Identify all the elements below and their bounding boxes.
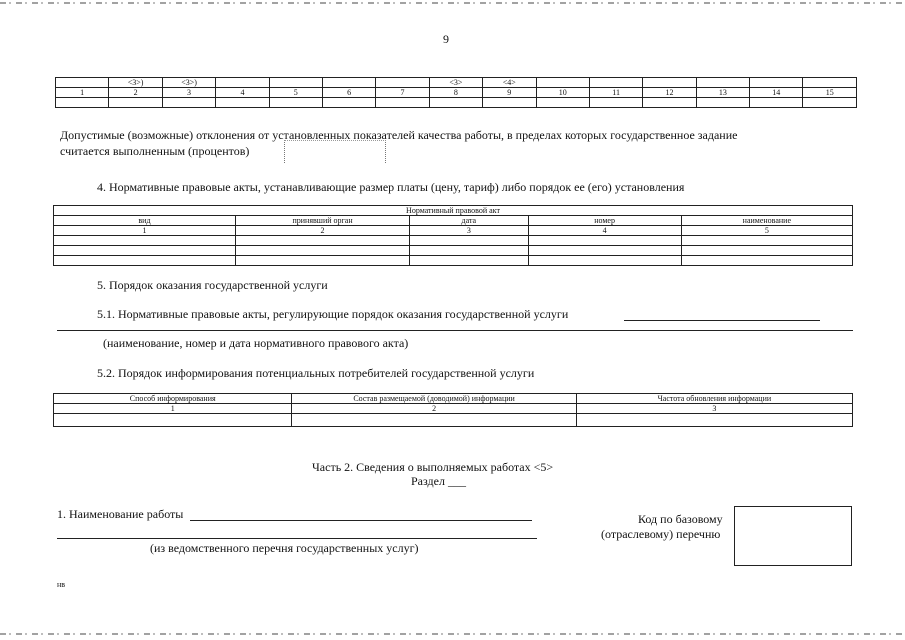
column-header: Состав размещаемой (доводимой) информации: [292, 394, 576, 404]
table-cell: 9: [483, 88, 536, 98]
table-cell: [589, 78, 642, 88]
table-cell: [322, 78, 375, 88]
deviation-text-line1: Допустимые (возможные) отклонения от установленных показателей качества работы, в пределах которых государственное задание: [60, 128, 738, 142]
table-cell: [376, 78, 429, 88]
table-cell: 10: [536, 88, 589, 98]
table-row: [56, 98, 857, 108]
table-cell: [56, 78, 109, 88]
table-cell: 4: [216, 88, 269, 98]
section4-heading: 4. Нормативные правовые акты, устанавливающие размер платы (цену, тариф) либо порядок ее (его) установления: [97, 180, 685, 194]
work-name-label: 1. Наименование работы: [57, 507, 184, 521]
table-cell: 3: [410, 226, 528, 236]
table-cell: 1: [54, 226, 236, 236]
table-cell: [536, 78, 589, 88]
table-row: [54, 414, 853, 427]
table-cell: [269, 78, 322, 88]
column-header: Способ информирования: [54, 394, 292, 404]
scan-edge-top: [0, 2, 905, 4]
table-row: [54, 246, 853, 256]
section51-caption: (наименование, номер и дата нормативного правового акта): [103, 336, 409, 350]
table-cell: 12: [643, 88, 696, 98]
table-cell: <3>): [162, 78, 215, 88]
part2-title: Часть 2. Сведения о выполняемых работах <5>: [312, 460, 554, 474]
table-cell: [803, 78, 857, 88]
column-header: наименование: [681, 216, 852, 226]
code-box[interactable]: [734, 506, 852, 566]
legal-acts-table: [53, 205, 853, 266]
table-row: [54, 206, 853, 216]
section51-text: 5.1. Нормативные правовые акты, регулирующие порядок оказания государственной услуги: [97, 307, 569, 321]
table-cell: 6: [322, 88, 375, 98]
table-cell: 4: [528, 226, 681, 236]
column-header: дата: [410, 216, 528, 226]
table-cell: 14: [750, 88, 803, 98]
section51-input-line[interactable]: [624, 320, 820, 321]
table-cell: <4>: [483, 78, 536, 88]
section52-text: 5.2. Порядок информирования потенциальных потребителей государственной услуги: [97, 366, 535, 380]
deviation-percent-box[interactable]: [284, 140, 386, 163]
table-cell: 3: [162, 88, 215, 98]
column-header: принявший орган: [235, 216, 409, 226]
table-title-cell: Нормативный правовой акт: [54, 206, 853, 216]
column-header: номер: [528, 216, 681, 226]
table-cell: 2: [109, 88, 162, 98]
table-cell: <3>: [429, 78, 482, 88]
table-row: [54, 216, 853, 226]
table-cell: 2: [235, 226, 409, 236]
table-row: [54, 404, 853, 414]
table-cell: 1: [54, 404, 292, 414]
table-cell: [643, 78, 696, 88]
part2-section: Раздел ___: [411, 474, 466, 488]
column-header: Частота обновления информации: [576, 394, 852, 404]
table-cell: 5: [681, 226, 852, 236]
table-cell: [696, 78, 749, 88]
table-cell: 11: [589, 88, 642, 98]
code-label-line2: (отраслевому) перечню: [601, 527, 721, 541]
table-cell: 1: [56, 88, 109, 98]
table-cell: 8: [429, 88, 482, 98]
table-row: [54, 226, 853, 236]
table-cell: 7: [376, 88, 429, 98]
code-label-line1: Код по базовому: [638, 512, 723, 526]
table-row: [54, 236, 853, 246]
column-header: вид: [54, 216, 236, 226]
table-cell: [216, 78, 269, 88]
table-cell: 3: [576, 404, 852, 414]
table-row: [56, 88, 857, 98]
table-row: [54, 394, 853, 404]
table-cell: <3>): [109, 78, 162, 88]
work-name-caption: (из ведомственного перечня государственных услуг): [150, 541, 419, 555]
work-name-input-line[interactable]: [190, 520, 532, 521]
scan-edge-bottom: [0, 633, 905, 635]
footer-mark: нв: [57, 580, 66, 589]
deviation-text-line2: считается выполненным (процентов): [60, 144, 250, 158]
table-row: [54, 256, 853, 266]
table-row: [56, 78, 857, 88]
section51-full-line[interactable]: [57, 330, 853, 331]
table-cell: 15: [803, 88, 857, 98]
table-cell: 2: [292, 404, 576, 414]
table-cell: 5: [269, 88, 322, 98]
table-cell: 13: [696, 88, 749, 98]
page-number: 9: [443, 32, 449, 46]
table-cell: [750, 78, 803, 88]
work-name-second-line[interactable]: [57, 538, 537, 539]
informing-table: [53, 393, 853, 427]
indicator-table: [55, 77, 857, 108]
section5-heading: 5. Порядок оказания государственной услуги: [97, 278, 328, 292]
